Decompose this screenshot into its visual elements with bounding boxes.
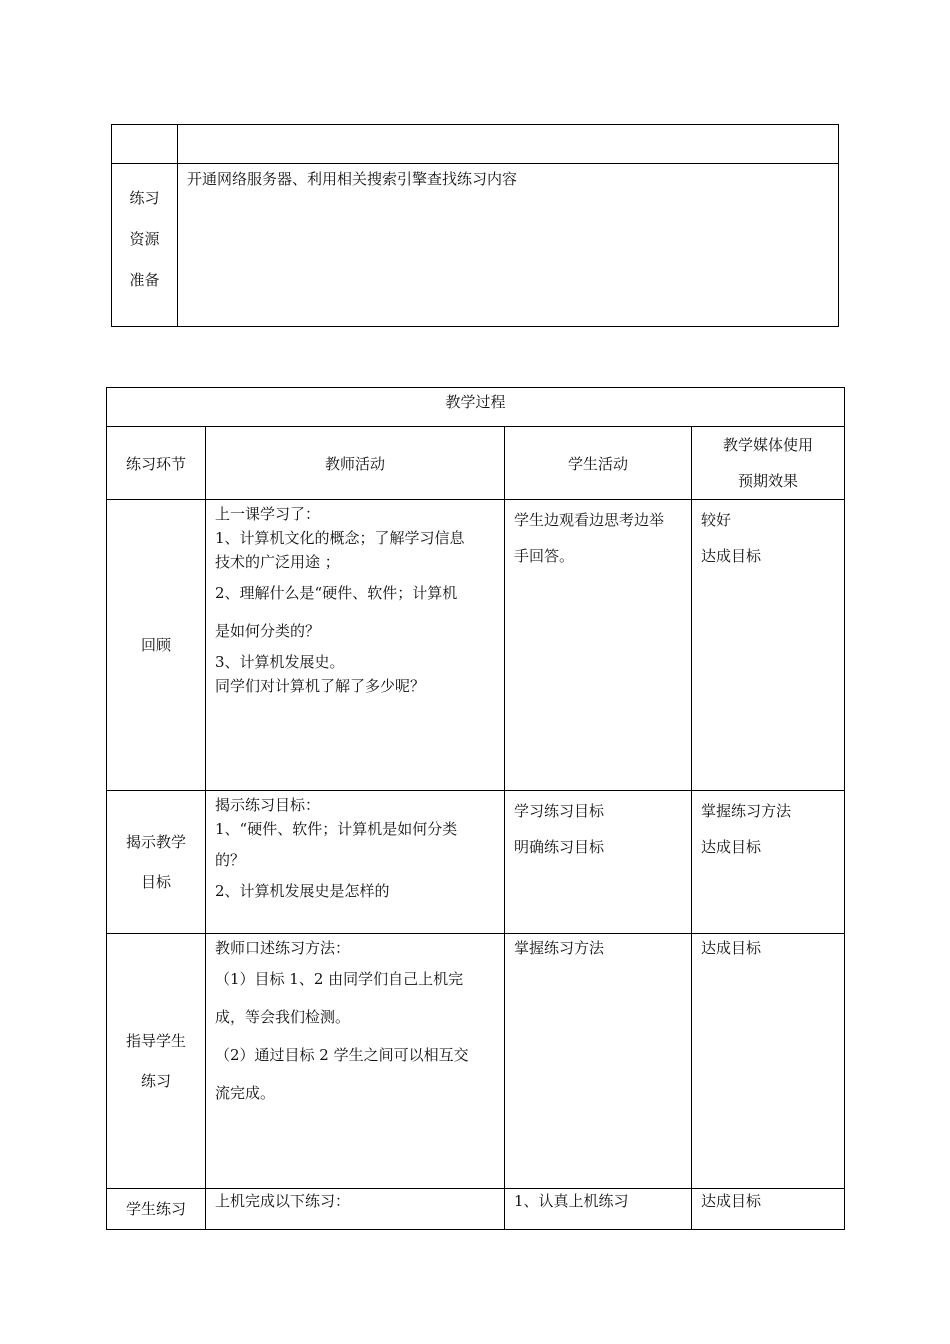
- media-effect-cell: [692, 500, 845, 791]
- stage-line: 指导学生: [125, 1032, 186, 1050]
- table-row: [107, 791, 845, 934]
- text-line: 上机完成以下练习：: [215, 1192, 351, 1210]
- header-row: [107, 427, 845, 500]
- text-line: 1、计算机文化的概念；了解学习信息: [215, 529, 465, 547]
- text-line: 明确练习目标: [514, 838, 605, 856]
- header-stage: 练习环节: [107, 427, 206, 500]
- student-activity-cell: [505, 791, 692, 934]
- stage-cell: [107, 791, 206, 934]
- text-line: 上一课学习了：: [215, 505, 321, 523]
- media-effect-cell: [692, 934, 845, 1189]
- label-line: 练习: [129, 189, 160, 207]
- teacher-activity-cell: [206, 1189, 505, 1230]
- label-line: 资源: [129, 230, 160, 248]
- empty-cell: [178, 125, 839, 164]
- stage-cell: [107, 934, 206, 1189]
- text-line: （2）通过目标 2 学生之间可以相互交: [215, 1046, 469, 1064]
- header-media: [692, 427, 845, 500]
- label-line: 准备: [129, 271, 160, 289]
- header-teacher: 教师活动: [206, 427, 505, 500]
- teacher-activity-cell: [206, 934, 505, 1189]
- text-line: 1、“硬件、软件；计算机是如何分类: [215, 820, 458, 838]
- text-line: 学习练习目标: [514, 802, 605, 820]
- text-line: 掌握练习方法: [514, 939, 605, 957]
- resource-prep-label: [112, 164, 178, 327]
- stage-line: 练习: [140, 1072, 171, 1090]
- text-line: 达成目标: [701, 838, 762, 856]
- text-line: 1、认真上机练习: [514, 1192, 629, 1210]
- table-row: [107, 934, 845, 1189]
- text-line: 流完成。: [215, 1084, 276, 1102]
- table-row: [107, 500, 845, 791]
- text-line: 的？: [215, 851, 246, 869]
- table-title: 教学过程: [107, 388, 845, 427]
- text-line: 2、理解什么是“硬件、软件；计算机: [215, 584, 458, 602]
- text-line: （1）目标 1、2 由同学们自己上机完: [215, 970, 464, 988]
- text-line: 3、计算机发展史。: [215, 653, 345, 671]
- header-media-line: 教学媒体使用: [723, 436, 814, 454]
- stage-line: 揭示教学: [125, 833, 186, 851]
- text-line: 达成目标: [701, 1192, 762, 1210]
- student-activity-cell: [505, 500, 692, 791]
- text-line: 较好: [701, 511, 732, 529]
- text-line: 达成目标: [701, 939, 762, 957]
- empty-cell: [112, 125, 178, 164]
- student-activity-cell: [505, 1189, 692, 1230]
- content-text: 开通网络服务器、利用相关搜索引擎查找练习内容: [187, 170, 518, 188]
- media-effect-cell: [692, 791, 845, 934]
- stage-cell: [107, 1189, 206, 1230]
- teacher-activity-cell: [206, 500, 505, 791]
- resource-prep-table: [111, 124, 839, 327]
- text-line: 2、计算机发展史是怎样的: [215, 882, 390, 900]
- text-line: 达成目标: [701, 547, 762, 565]
- resource-prep-content: [178, 164, 839, 327]
- text-line: 技术的广泛用途 ；: [215, 553, 340, 571]
- teaching-process-table: [106, 387, 845, 1230]
- table-row: [107, 1189, 845, 1230]
- stage-line: 回顾: [140, 636, 171, 654]
- text-line: 掌握练习方法: [701, 802, 792, 820]
- header-media-line: 预期效果: [738, 472, 799, 490]
- stage-line: 学生练习: [125, 1200, 186, 1218]
- text-line: 同学们对计算机了解了多少呢？: [215, 677, 426, 695]
- student-activity-cell: [505, 934, 692, 1189]
- text-line: 揭示练习目标：: [215, 796, 321, 814]
- table-row: [112, 125, 839, 164]
- stage-cell: [107, 500, 206, 791]
- text-line: 手回答。: [514, 547, 575, 565]
- table-row: [107, 388, 845, 427]
- header-student: 学生活动: [505, 427, 692, 500]
- media-effect-cell: [692, 1189, 845, 1230]
- text-line: 是如何分类的？: [215, 622, 321, 640]
- stage-line: 目标: [140, 873, 171, 891]
- teacher-activity-cell: [206, 791, 505, 934]
- text-line: 教师口述练习方法：: [215, 939, 351, 957]
- text-line: 学生边观看边思考边举: [514, 511, 665, 529]
- text-line: 成，等会我们检测。: [215, 1008, 351, 1026]
- table-row: [112, 164, 839, 327]
